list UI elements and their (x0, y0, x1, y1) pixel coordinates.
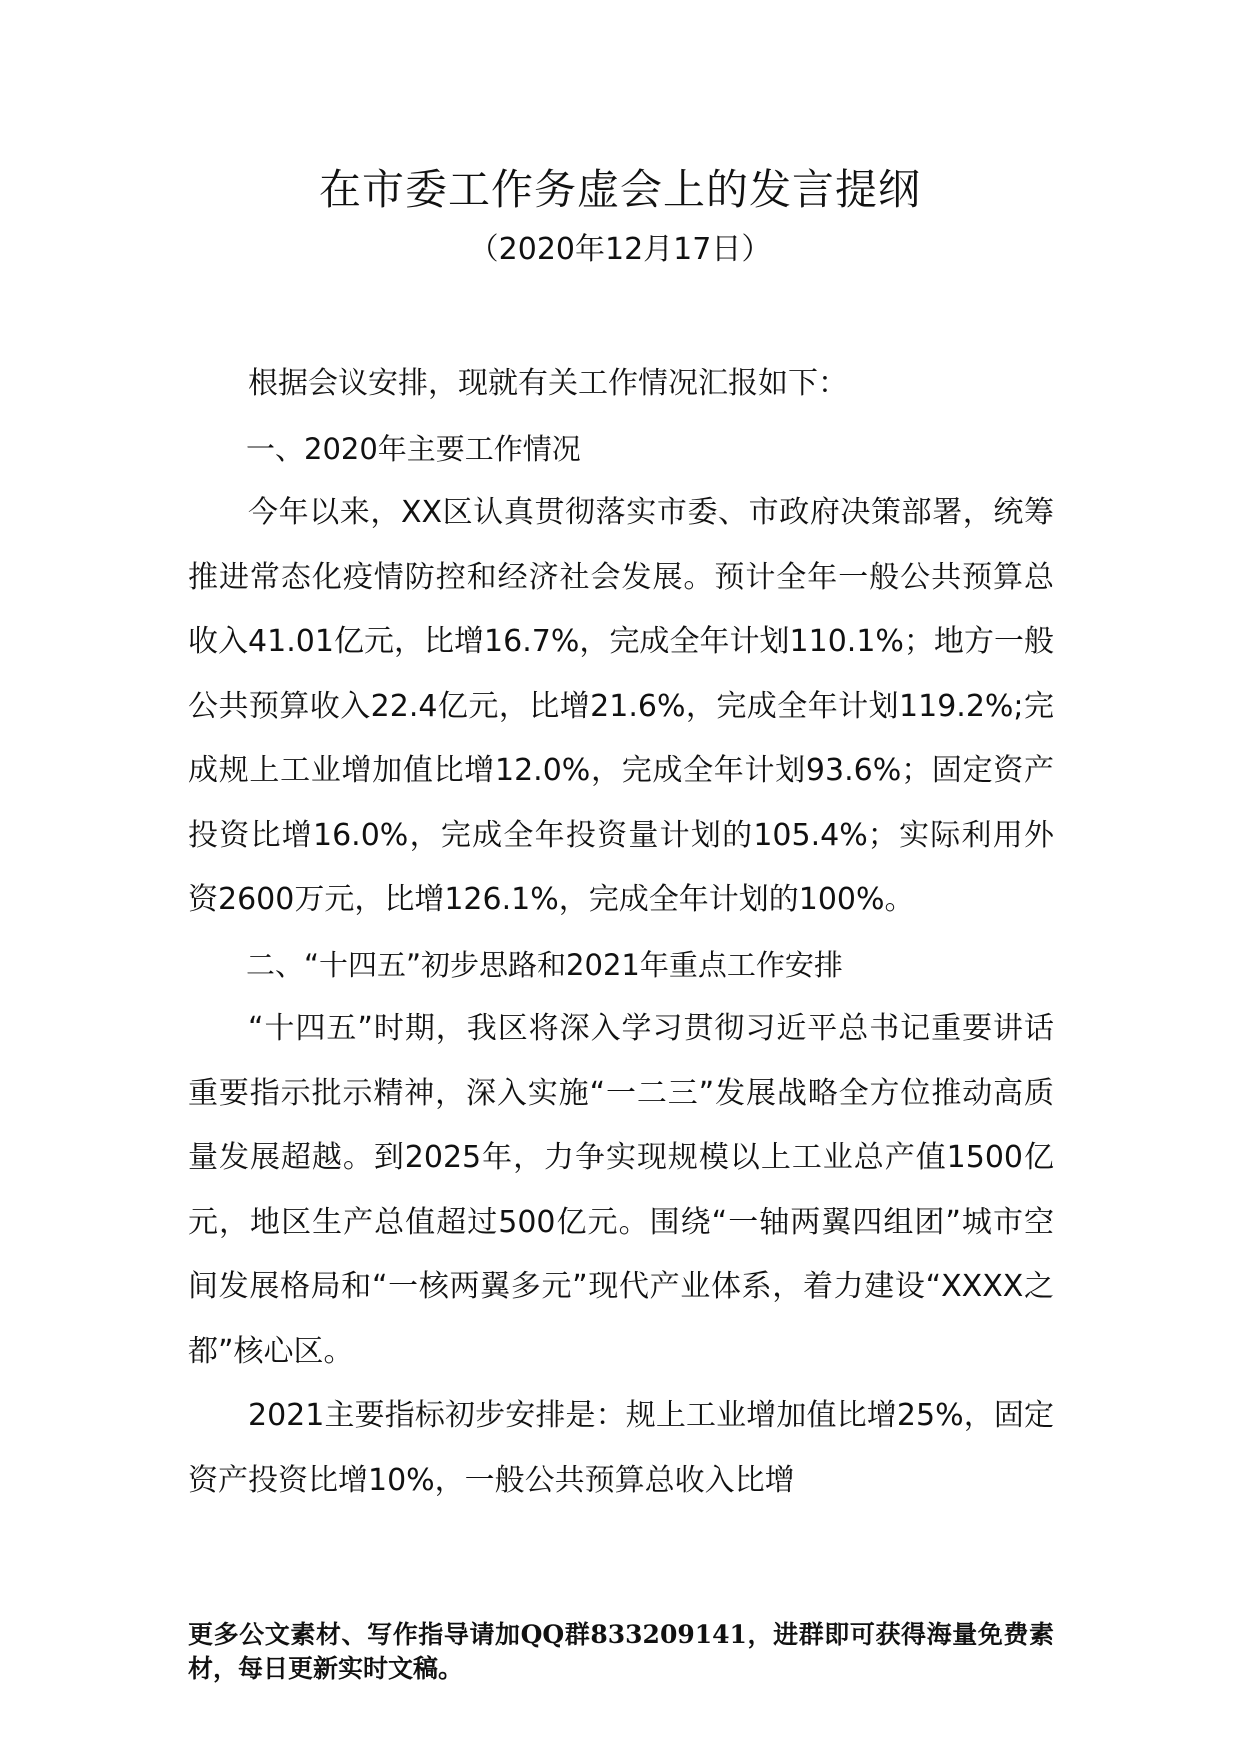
document-body (188, 352, 1054, 1513)
intro-paragraph: 根据会议安排，现就有关工作情况汇报如下： (248, 366, 848, 401)
document-title: 在市委工作务虚会上的发言提纲 (318, 165, 921, 214)
document-date: （2020年12月17日） (468, 232, 772, 267)
section-2-paragraph: “十四五”时期，我区将深入学习贯彻习近平总书记重要讲话重要指示批示精神，深入实施“一二三”发展战略全方位推动高质量发展超越。到2025年，力争实现规模以上工业总产值1500亿元，地区生产总值超过500亿元。围绕“一轴两翼四组团”城市空间发展格局和“一核两翼多元”现代产业体系，着力建设“XXXX之都”核心区。 (188, 1011, 1054, 1369)
section-heading-1: 一、2020年主要工作情况 (246, 431, 581, 466)
section-1-paragraph: 今年以来，XX区认真贯彻落实市委、市政府决策部署，统筹推进常态化疫情防控和经济社会发展。预计全年一般公共预算总收入41.01亿元，比增16.7%，完成全年计划110.1%；地方一般公共预算收入22.4亿元，比增21.6%，完成全年计划119.2%;完成规上工业增加值比增12.0%，完成全年计划93.6%；固定资产投资比增16.0%，完成全年投资量计划的105.4%；实际利用外资2600万元，比增126.1%，完成全年计划的100%。 (188, 495, 1054, 917)
section-heading-2: 二、“十四五”初步思路和2021年重点工作安排 (246, 947, 843, 982)
indicators-paragraph: 2021主要指标初步安排是：规上工业增加值比增25%，固定资产投资比增10%，一般公共预算总收入比增 (188, 1398, 1054, 1498)
footer-note: 更多公文素材、写作指导请加QQ群833209141，进群即可获得海量免费素材，每日更新实时文稿。 (188, 1620, 1054, 1683)
